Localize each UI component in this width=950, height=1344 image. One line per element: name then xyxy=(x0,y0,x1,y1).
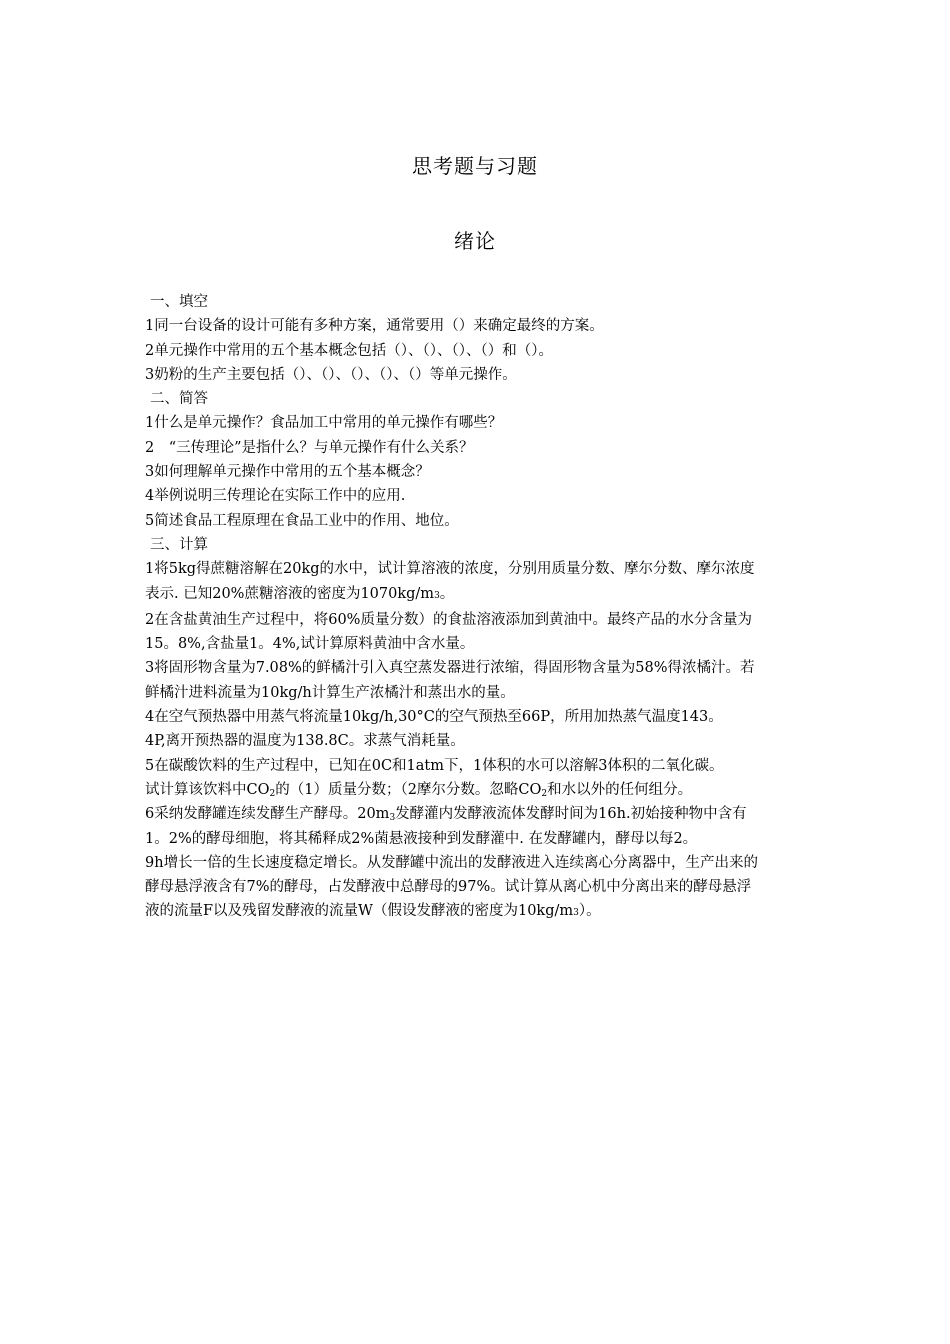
document-body xyxy=(145,290,825,926)
fill-heading: 一、填空 xyxy=(150,294,208,310)
short-question-2: 2 “三传理论”是指什么？与单元操作有什么关系？ xyxy=(145,439,474,456)
text: 表示. 已知20%蔗糖溶液的密度为1070kg/m xyxy=(145,585,435,602)
calc-question-4-line-2: 4P,离开预热器的温度为138.8C。求蒸气消耗量。 xyxy=(145,733,465,750)
calc-question-4-line-1: 4在空气预热器中用蒸气将流量10kg/h,30°C的空气预热至66P，所用加热蒸气温度143。 xyxy=(145,709,723,726)
superscript: 3 xyxy=(573,908,579,919)
fill-question-2: 2单元操作中常用的五个基本概念包括（）、（）、（）、（）和（）。 xyxy=(145,342,553,359)
text: 发酵灌内发酵液流体发酵时间为16h.初始接种物中含有 xyxy=(395,806,747,823)
calc-question-5-line-1: 5在碳酸饮料的生产过程中，已知在0C和1atm下，1体积的水可以溶解3体积的二氧化碳。 xyxy=(145,757,724,774)
calc-question-6-line-5 xyxy=(145,899,825,925)
subscript: 2 xyxy=(269,788,276,799)
calc-question-5-line-2 xyxy=(145,778,825,802)
calc-question-6-line-3: 9h增长一倍的生长速度稳定增长。从发酵罐中流出的发酵液进入连续离心分离器中，生产出来的 xyxy=(145,854,759,871)
calc-question-3-line-1: 3将固形物含量为7.08%的鲜橘汁引入真空蒸发器进行浓缩，得固形物含量为58%得浓橘汁。若 xyxy=(145,660,755,677)
document-title: 思考题与习题 xyxy=(412,154,538,178)
text: 6采纳发酵罐连续发酵生产酵母。20m xyxy=(145,806,390,823)
section-title: 绪论 xyxy=(454,229,496,253)
short-question-1: 1什么是单元操作？食品加工中常用的单元操作有哪些？ xyxy=(145,415,503,432)
text: 。 xyxy=(439,585,455,602)
text: 的（1）质量分数；（2摩尔分数。忽略CO xyxy=(275,781,542,798)
calc-question-1-line-2 xyxy=(145,582,825,608)
subscript: 2 xyxy=(541,788,548,799)
text: 液的流量F以及残留发酵液的流量W（假设发酵液的密度为10kg/m xyxy=(145,903,574,920)
superscript: 3 xyxy=(434,590,440,601)
calc-question-1-line-1: 1将5kg得蔗糖溶解在20kg的水中，试计算溶液的浓度，分别用质量分数、摩尔分数、摩尔浓度 xyxy=(145,561,755,578)
subscript: 3 xyxy=(389,813,396,824)
short-heading: 二、简答 xyxy=(150,391,208,408)
short-question-4: 4举例说明三传理论在实际工作中的应用. xyxy=(145,488,406,505)
calc-question-6-line-4: 酵母悬浮液含有7%的酵母，占发酵液中总酵母的97%。试计算从离心机中分离出来的酵母悬浮 xyxy=(145,879,752,896)
calc-question-2-line-1: 2在含盐黄油生产过程中，将60%质量分数）的食盐溶液添加到黄油中。最终产品的水分含量为 xyxy=(145,611,752,628)
short-question-5: 5简述食品工程原理在食品工业中的作用、地位。 xyxy=(145,512,459,529)
fill-question-1: 1同一台设备的设计可能有多种方案，通常要用（）来确定最终的方案。 xyxy=(145,318,604,335)
fill-question-3: 3奶粉的生产主要包括（）、（）、（）、（）、（）等单元操作。 xyxy=(145,366,517,383)
text: 试计算该饮料中CO xyxy=(145,781,270,798)
text: 和水以外的任何组分。 xyxy=(547,781,693,798)
calc-question-6-line-2: 1。2%的酵母细胞，将其稀释成2%菌悬液接种到发酵灌中. 在发酵罐内，酵母以每2。 xyxy=(145,830,698,847)
calc-question-3-line-2: 鲜橘汁进料流量为10kg/h计算生产浓橘汁和蒸出水的量。 xyxy=(145,684,515,701)
calc-question-2-line-2: 15。8%,含盐量1。4%,试计算原料黄油中含水量。 xyxy=(145,636,475,653)
calc-heading: 三、计算 xyxy=(150,536,208,553)
short-question-3: 3如何理解单元操作中常用的五个基本概念？ xyxy=(145,464,430,481)
calc-question-6-line-1 xyxy=(145,802,825,826)
text: ）。 xyxy=(578,903,601,920)
